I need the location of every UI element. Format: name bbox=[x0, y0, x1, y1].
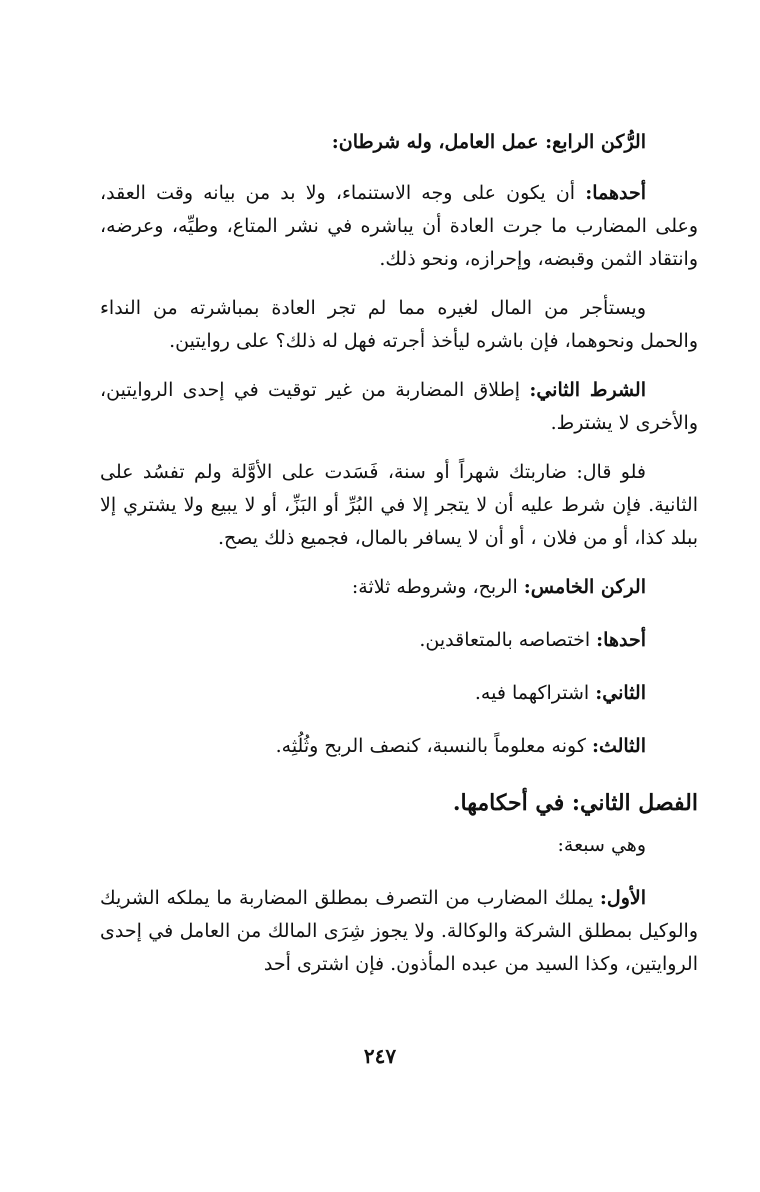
pillar4-hire-paragraph bbox=[100, 292, 698, 358]
chapter-first-label: الأول: bbox=[599, 887, 646, 909]
pillar4-example-paragraph bbox=[100, 456, 698, 555]
page-body bbox=[100, 126, 698, 997]
list-item bbox=[100, 730, 698, 763]
chapter-first-text: يملك المضارب من التصرف بمطلق المضاربة ما يملكه الشريك والوكيل بمطلق الشركة والوكالة. ولا يجوز شِرَى المالك من العامل في إحدى الروايتين، وكذا السيد من عبده المأذون. فإن اشترى أحد bbox=[100, 887, 698, 975]
pillar4-hire-text: ويستأجر من المال لغيره مما لم تجر العادة بمباشرته من النداء والحمل ونحوهما، فإن باشره ليأخذ أجرته فهل له ذلك؟ على روايتين. bbox=[100, 297, 698, 352]
pillar5-item-label: الثاني: bbox=[595, 682, 646, 704]
pillar5-heading bbox=[100, 571, 698, 604]
list-item bbox=[100, 677, 698, 710]
pillar4-heading-text: الرُّكن الرابع: عمل العامل، وله شرطان: bbox=[331, 131, 646, 153]
pillar5-heading-label: الركن الخامس: bbox=[523, 576, 646, 598]
chapter-title: الفصل الثاني: في أحكامها. bbox=[452, 790, 698, 816]
pillar5-item-text: كونه معلوماً بالنسبة، كنصف الربح وثُلُثِه. bbox=[275, 735, 592, 757]
pillar4-second-text: إطلاق المضاربة من غير توقيت في إحدى الروايتين، والأخرى لا يشترط. bbox=[100, 379, 698, 434]
chapter-first-ruling bbox=[100, 882, 698, 981]
pillar4-first-label: أحدهما: bbox=[585, 182, 646, 204]
page-number: ٢٤٧ bbox=[363, 1044, 397, 1068]
chapter-intro bbox=[100, 829, 698, 862]
pillar5-heading-rest: الربح، وشروطه ثلاثة: bbox=[351, 576, 524, 598]
pillar4-heading bbox=[100, 126, 698, 159]
pillar5-item-label: الثالث: bbox=[591, 735, 646, 757]
pillar5-item-text: اختصاصه بالمتعاقدين. bbox=[419, 629, 597, 651]
pillar5-item-label: أحدها: bbox=[596, 629, 646, 651]
pillar4-first-text: أن يكون على وجه الاستنماء، ولا بد من بيانه وقت العقد، وعلى المضارب ما جرت العادة أن يباشره في نشر المتاع، وطيِّه، وعرضه، وانتقاد الثمن وقبضه، وإحرازه، ونحو ذلك. bbox=[100, 182, 698, 270]
pillar5-item-text: اشتراكهما فيه. bbox=[474, 682, 596, 704]
pillar4-second-label: الشرط الثاني: bbox=[529, 379, 646, 401]
pillar4-example-text: فلو قال: ضاربتك شهراً أو سنة، فَسَدت على الأوَّلة ولم تفسُد على الثانية. فإن شرط عليه أن لا يتجر إلا في البُرِّ أو البَزِّ، أو لا يبيع ولا يشتري إلا ببلد كذا، أو من فلان ، أو أن لا يسافر بالمال، فجميع ذلك يصح. bbox=[100, 461, 698, 549]
pillar4-first-condition bbox=[100, 177, 698, 276]
list-item bbox=[100, 624, 698, 657]
chapter-intro-text: وهي سبعة: bbox=[557, 834, 646, 856]
pillar4-second-condition bbox=[100, 374, 698, 440]
